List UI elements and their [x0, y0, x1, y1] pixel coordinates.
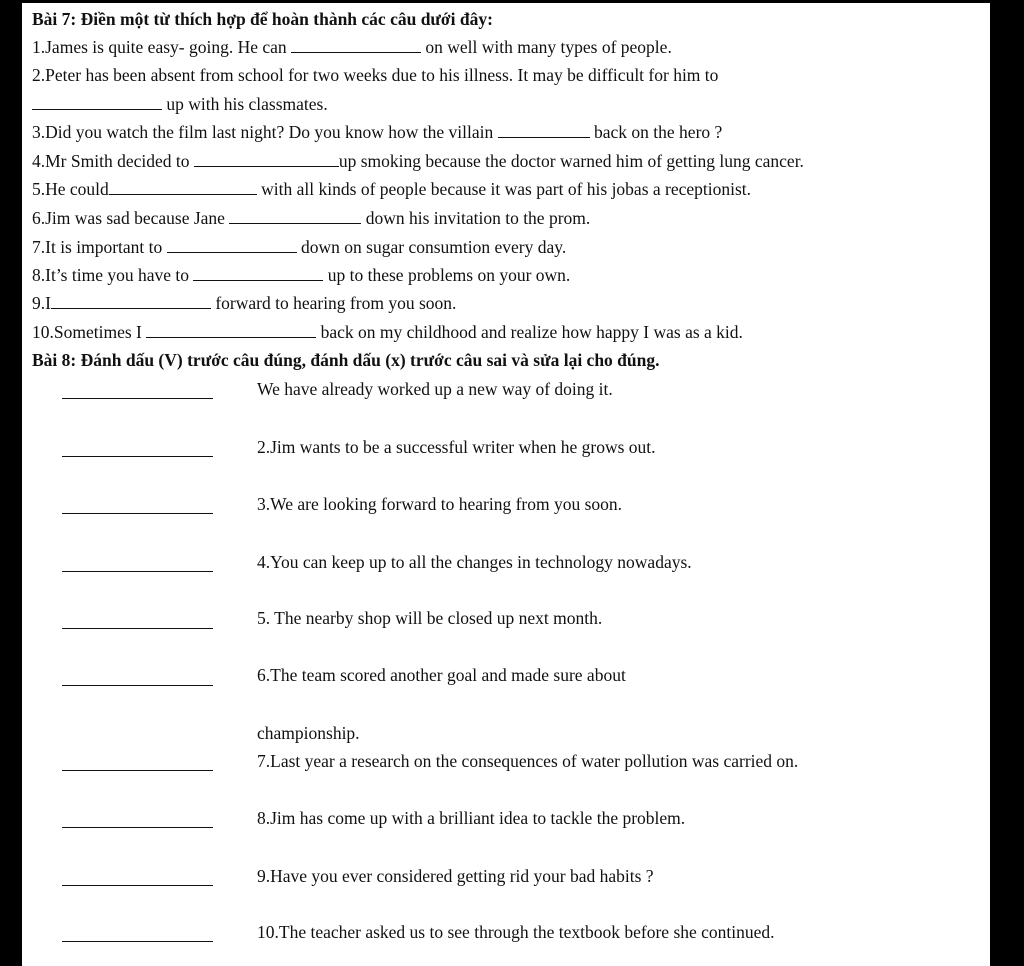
answer-blank[interactable]: [62, 456, 213, 457]
blank[interactable]: [291, 40, 421, 53]
ex7-item-3: 3.Did you watch the film last night? Do you know how the villain back on the hero ?: [32, 122, 723, 142]
blank[interactable]: [109, 182, 257, 195]
ex8-item-6-cont: championship.: [257, 723, 360, 743]
blank[interactable]: [194, 154, 339, 167]
blank[interactable]: [51, 296, 211, 309]
ex8-item-6: 6.The team scored another goal and made sure about: [257, 665, 626, 685]
blank[interactable]: [193, 268, 323, 281]
ex8-item-3: 3.We are looking forward to hearing from you soon.: [257, 494, 623, 514]
ex8-item-7: 7.Last year a research on the consequences of water pollution was carried on.: [257, 751, 799, 771]
ex8-item-4: 4.You can keep up to all the changes in technology nowadays.: [257, 552, 692, 572]
answer-blank[interactable]: [62, 398, 213, 399]
exercise-8-title: Bài 8: Đánh dấu (V) trước câu đúng, đánh dấu (x) trước câu sai và sửa lại cho đúng.: [32, 350, 660, 370]
ex8-item-1: We have already worked up a new way of doing it.: [257, 379, 613, 399]
ex8-item-8: 8.Jim has come up with a brilliant idea to tackle the problem.: [257, 808, 686, 828]
answer-blank[interactable]: [62, 513, 213, 514]
blank[interactable]: [32, 97, 162, 110]
ex7-item-5: 5.He could with all kinds of people because it was part of his jobas a receptionist.: [32, 179, 752, 199]
ex7-item-1: 1.James is quite easy- going. He can on well with many types of people.: [32, 37, 672, 57]
top-edge: [0, 0, 1024, 3]
ex8-item-10: 10.The teacher asked us to see through the textbook before she continued.: [257, 922, 775, 942]
blank[interactable]: [167, 240, 297, 253]
answer-blank[interactable]: [62, 941, 213, 942]
worksheet-page: [22, 0, 990, 966]
ex7-item-6: 6.Jim was sad because Jane down his invitation to the prom.: [32, 208, 591, 228]
ex8-item-5: 5. The nearby shop will be closed up next month.: [257, 608, 603, 628]
answer-blank[interactable]: [62, 628, 213, 629]
ex8-item-9: 9.Have you ever considered getting rid your bad habits ?: [257, 866, 654, 886]
answer-blank[interactable]: [62, 827, 213, 828]
ex7-item-7: 7.It is important to down on sugar consumtion every day.: [32, 237, 567, 257]
ex7-item-8: 8.It’s time you have to up to these problems on your own.: [32, 265, 571, 285]
ex8-item-2: 2.Jim wants to be a successful writer when he grows out.: [257, 437, 656, 457]
answer-blank[interactable]: [62, 885, 213, 886]
answer-blank[interactable]: [62, 770, 213, 771]
ex7-item-9: 9.I forward to hearing from you soon.: [32, 293, 457, 313]
blank[interactable]: [229, 211, 361, 224]
blank[interactable]: [146, 325, 316, 338]
answer-blank[interactable]: [62, 571, 213, 572]
exercise-7-title: Bài 7: Điền một từ thích hợp để hoàn thành các câu dưới đây:: [32, 9, 493, 29]
ex7-item-10: 10.Sometimes I back on my childhood and realize how happy I was as a kid.: [32, 322, 743, 342]
ex7-item-4: 4.Mr Smith decided to up smoking because the doctor warned him of getting lung cancer.: [32, 151, 804, 171]
ex7-item-2-cont: up with his classmates.: [32, 93, 328, 115]
blank[interactable]: [498, 125, 590, 138]
ex7-item-2: 2.Peter has been absent from school for two weeks due to his illness. It may be difficult for him to: [32, 65, 719, 85]
answer-blank[interactable]: [62, 685, 213, 686]
